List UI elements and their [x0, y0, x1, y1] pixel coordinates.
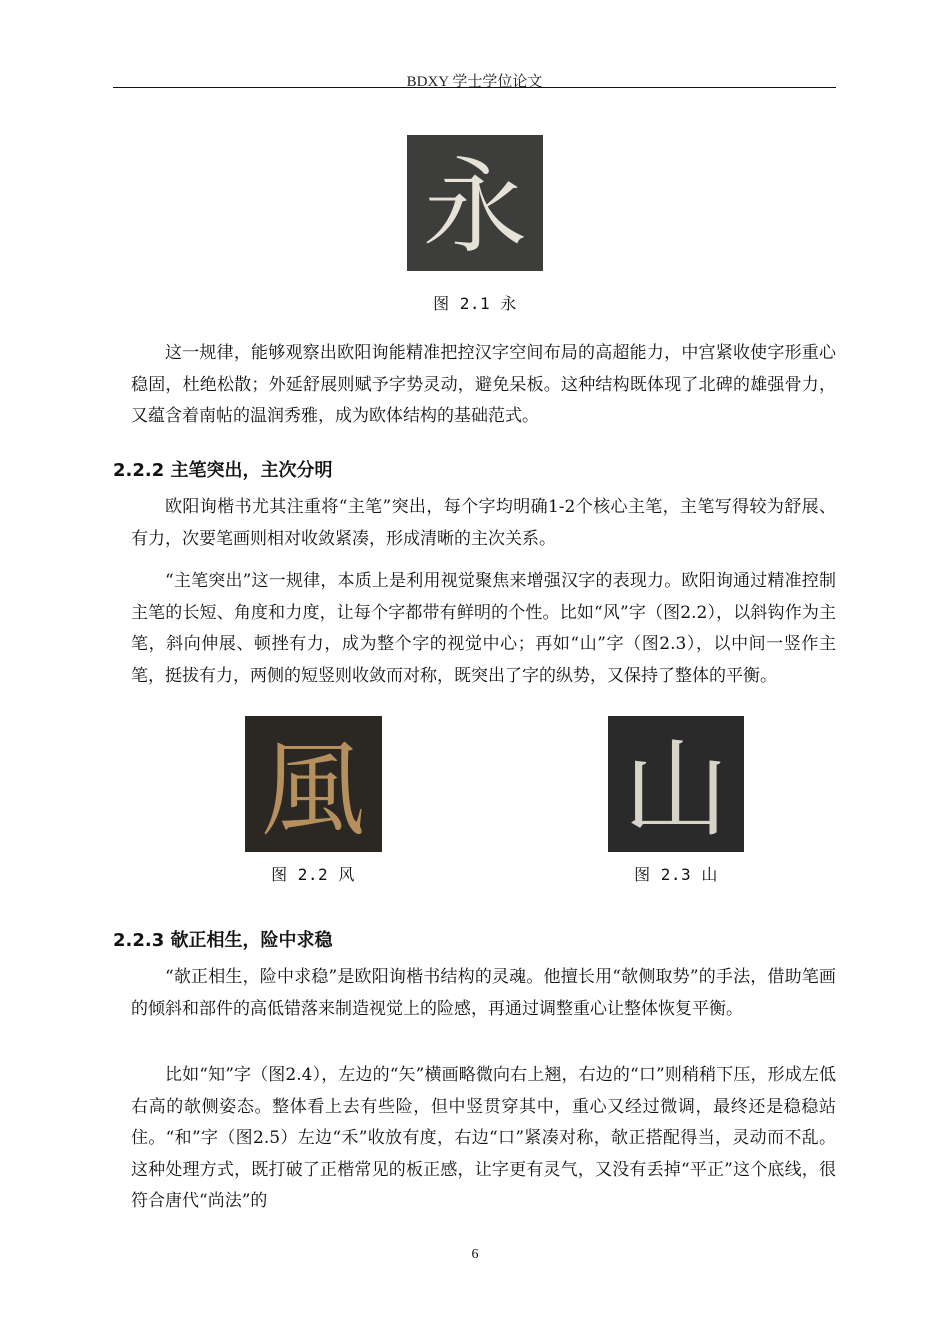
body-paragraph: “欹正相生，险中求稳”是欧阳询楷书结构的灵魂。他擅长用“欹侧取势”的手法，借助笔画的倾斜和部件的高低错落来制造视觉上的险感，再通过调整重心让整体恢复平衡。	[131, 967, 836, 1019]
page-number: 6	[471, 1247, 479, 1262]
figure-caption: 图 2.2 风	[271, 865, 355, 884]
header-rule	[113, 87, 836, 88]
figure-shan-glyph: 山	[623, 728, 729, 851]
body-paragraph: “主笔突出”这一规律，本质上是利用视觉聚焦来增强汉字的表现力。欧阳询通过精准控制主笔的长短、角度和力度，让每个字都带有鲜明的个性。比如“风”字（图2.2），以斜钩作为主笔，斜向伸展、顿挫有力，成为整个字的视觉中心；再如“山”字（图2.3），以中间一竖作主笔，挺拔有力，两侧的短竖则收敛而对称，既突出了字的纵势，又保持了整体的平衡。	[131, 571, 836, 686]
figure-feng-image	[245, 716, 382, 852]
body-paragraph: 这一规律，能够观察出欧阳询能精准把控汉字空间布局的高超能力，中宫紧收使字形重心稳固，杜绝松散；外延舒展则赋予字势灵动，避免呆板。这种结构既体现了北碑的雄强骨力，又蕴含着南帖的温润秀雅，成为欧体结构的基础范式。	[131, 343, 836, 426]
body-paragraph: 欧阳询楷书尤其注重将“主笔”突出，每个字均明确1-2个核心主笔，主笔写得较为舒展、有力，次要笔画则相对收敛紧凑，形成清晰的主次关系。	[131, 497, 836, 549]
section-heading: 2.2.2 主笔突出，主次分明	[113, 460, 333, 481]
figure-yong-image	[407, 135, 543, 271]
figure-caption: 图 2.3 山	[634, 865, 718, 884]
body-paragraph: 比如“知”字（图2.4），左边的“矢”横画略微向右上翘，右边的“口”则稍稍下压，形成左低右高的欹侧姿态。整体看上去有些险，但中竖贯穿其中，重心又经过微调，最终还是稳稳站住。“和”字（图2.5）左边“禾”收放有度，右边“口”紧凑对称，欹正搭配得当，灵动而不乱。这种处理方式，既打破了正楷常见的板正感，让字更有灵气，又没有丢掉“平正”这个底线，很符合唐代“尚法”的	[131, 1065, 836, 1211]
figure-yong-glyph: 永	[422, 146, 528, 268]
figure-shan-image	[608, 716, 744, 852]
figure-feng-glyph: 風	[260, 729, 366, 851]
figure-caption: 图 2.1 永	[433, 294, 517, 313]
section-heading: 2.2.3 欹正相生，险中求稳	[113, 930, 333, 951]
running-header: BDXY 学士学位论文	[406, 74, 543, 90]
